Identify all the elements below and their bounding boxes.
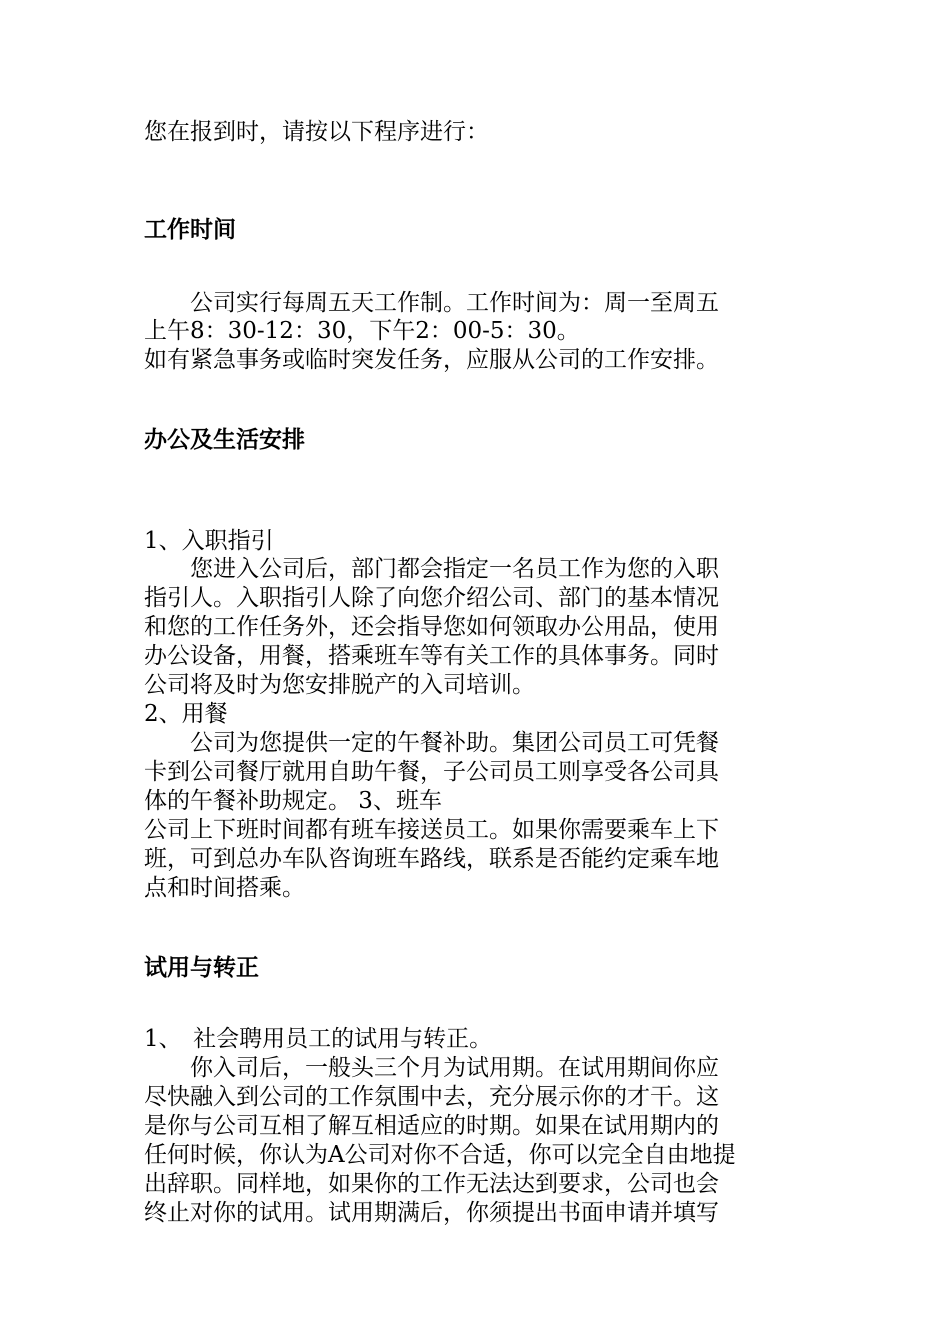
paragraph-line: 尽快融入到公司的工作氛围中去，充分展示你的才干。这 — [144, 1084, 719, 1110]
paragraph-line: 和您的工作任务外，还会指导您如何领取办公用品，使用 — [144, 614, 719, 640]
paragraph-line: 办公设备，用餐，搭乘班车等有关工作的具体事务。同时 — [144, 643, 719, 669]
paragraph-line: 你入司后，一般头三个月为试用期。在试用期间你应 — [144, 1055, 719, 1081]
paragraph-line: 您进入公司后，部门都会指定一名员工作为您的入职 — [144, 556, 719, 582]
intro-text: 您在报到时，请按以下程序进行： — [144, 119, 489, 145]
paragraph-line: 是你与公司互相了解互相适应的时期。如果在试用期内的 — [144, 1113, 719, 1139]
list-item-heading: 1、 社会聘用员工的试用与转正。 — [144, 1026, 493, 1052]
paragraph-line: 任何时候，你认为A公司对你不合适，你可以完全自由地提 — [144, 1142, 736, 1168]
section-heading-work-time: 工作时间 — [144, 217, 236, 243]
paragraph-line: 指引人。入职指引人除了向您介绍公司、部门的基本情况 — [144, 585, 719, 611]
paragraph-line: 点和时间搭乘。 — [144, 875, 305, 901]
paragraph-line: 出辞职。同样地，如果你的工作无法达到要求，公司也会 — [144, 1171, 719, 1197]
paragraph-line: 公司为您提供一定的午餐补助。集团公司员工可凭餐 — [144, 730, 719, 756]
list-item-heading: 1、入职指引 — [144, 528, 274, 554]
paragraph-line: 班，可到总办车队咨询班车路线，联系是否能约定乘车地 — [144, 846, 719, 872]
paragraph-line: 体的午餐补助规定。 3、班车 — [144, 788, 442, 814]
paragraph-line: 公司上下班时间都有班车接送员工。如果你需要乘车上下 — [144, 817, 719, 843]
paragraph-line: 终止对你的试用。试用期满后，你须提出书面申请并填写 — [144, 1200, 719, 1226]
paragraph-line: 上午8：30-12：30，下午2：00-5：30。 — [144, 318, 580, 344]
paragraph-line: 如有紧急事务或临时突发任务，应服从公司的工作安排。 — [144, 347, 719, 373]
section-heading-office-life: 办公及生活安排 — [144, 427, 305, 453]
paragraph-line: 卡到公司餐厅就用自助午餐，子公司员工则享受各公司具 — [144, 759, 719, 785]
paragraph-line: 公司将及时为您安排脱产的入司培训。 — [144, 672, 535, 698]
list-item-heading: 2、用餐 — [144, 701, 228, 727]
paragraph-line: 公司实行每周五天工作制。工作时间为：周一至周五 — [144, 290, 719, 316]
section-heading-probation: 试用与转正 — [144, 955, 259, 981]
